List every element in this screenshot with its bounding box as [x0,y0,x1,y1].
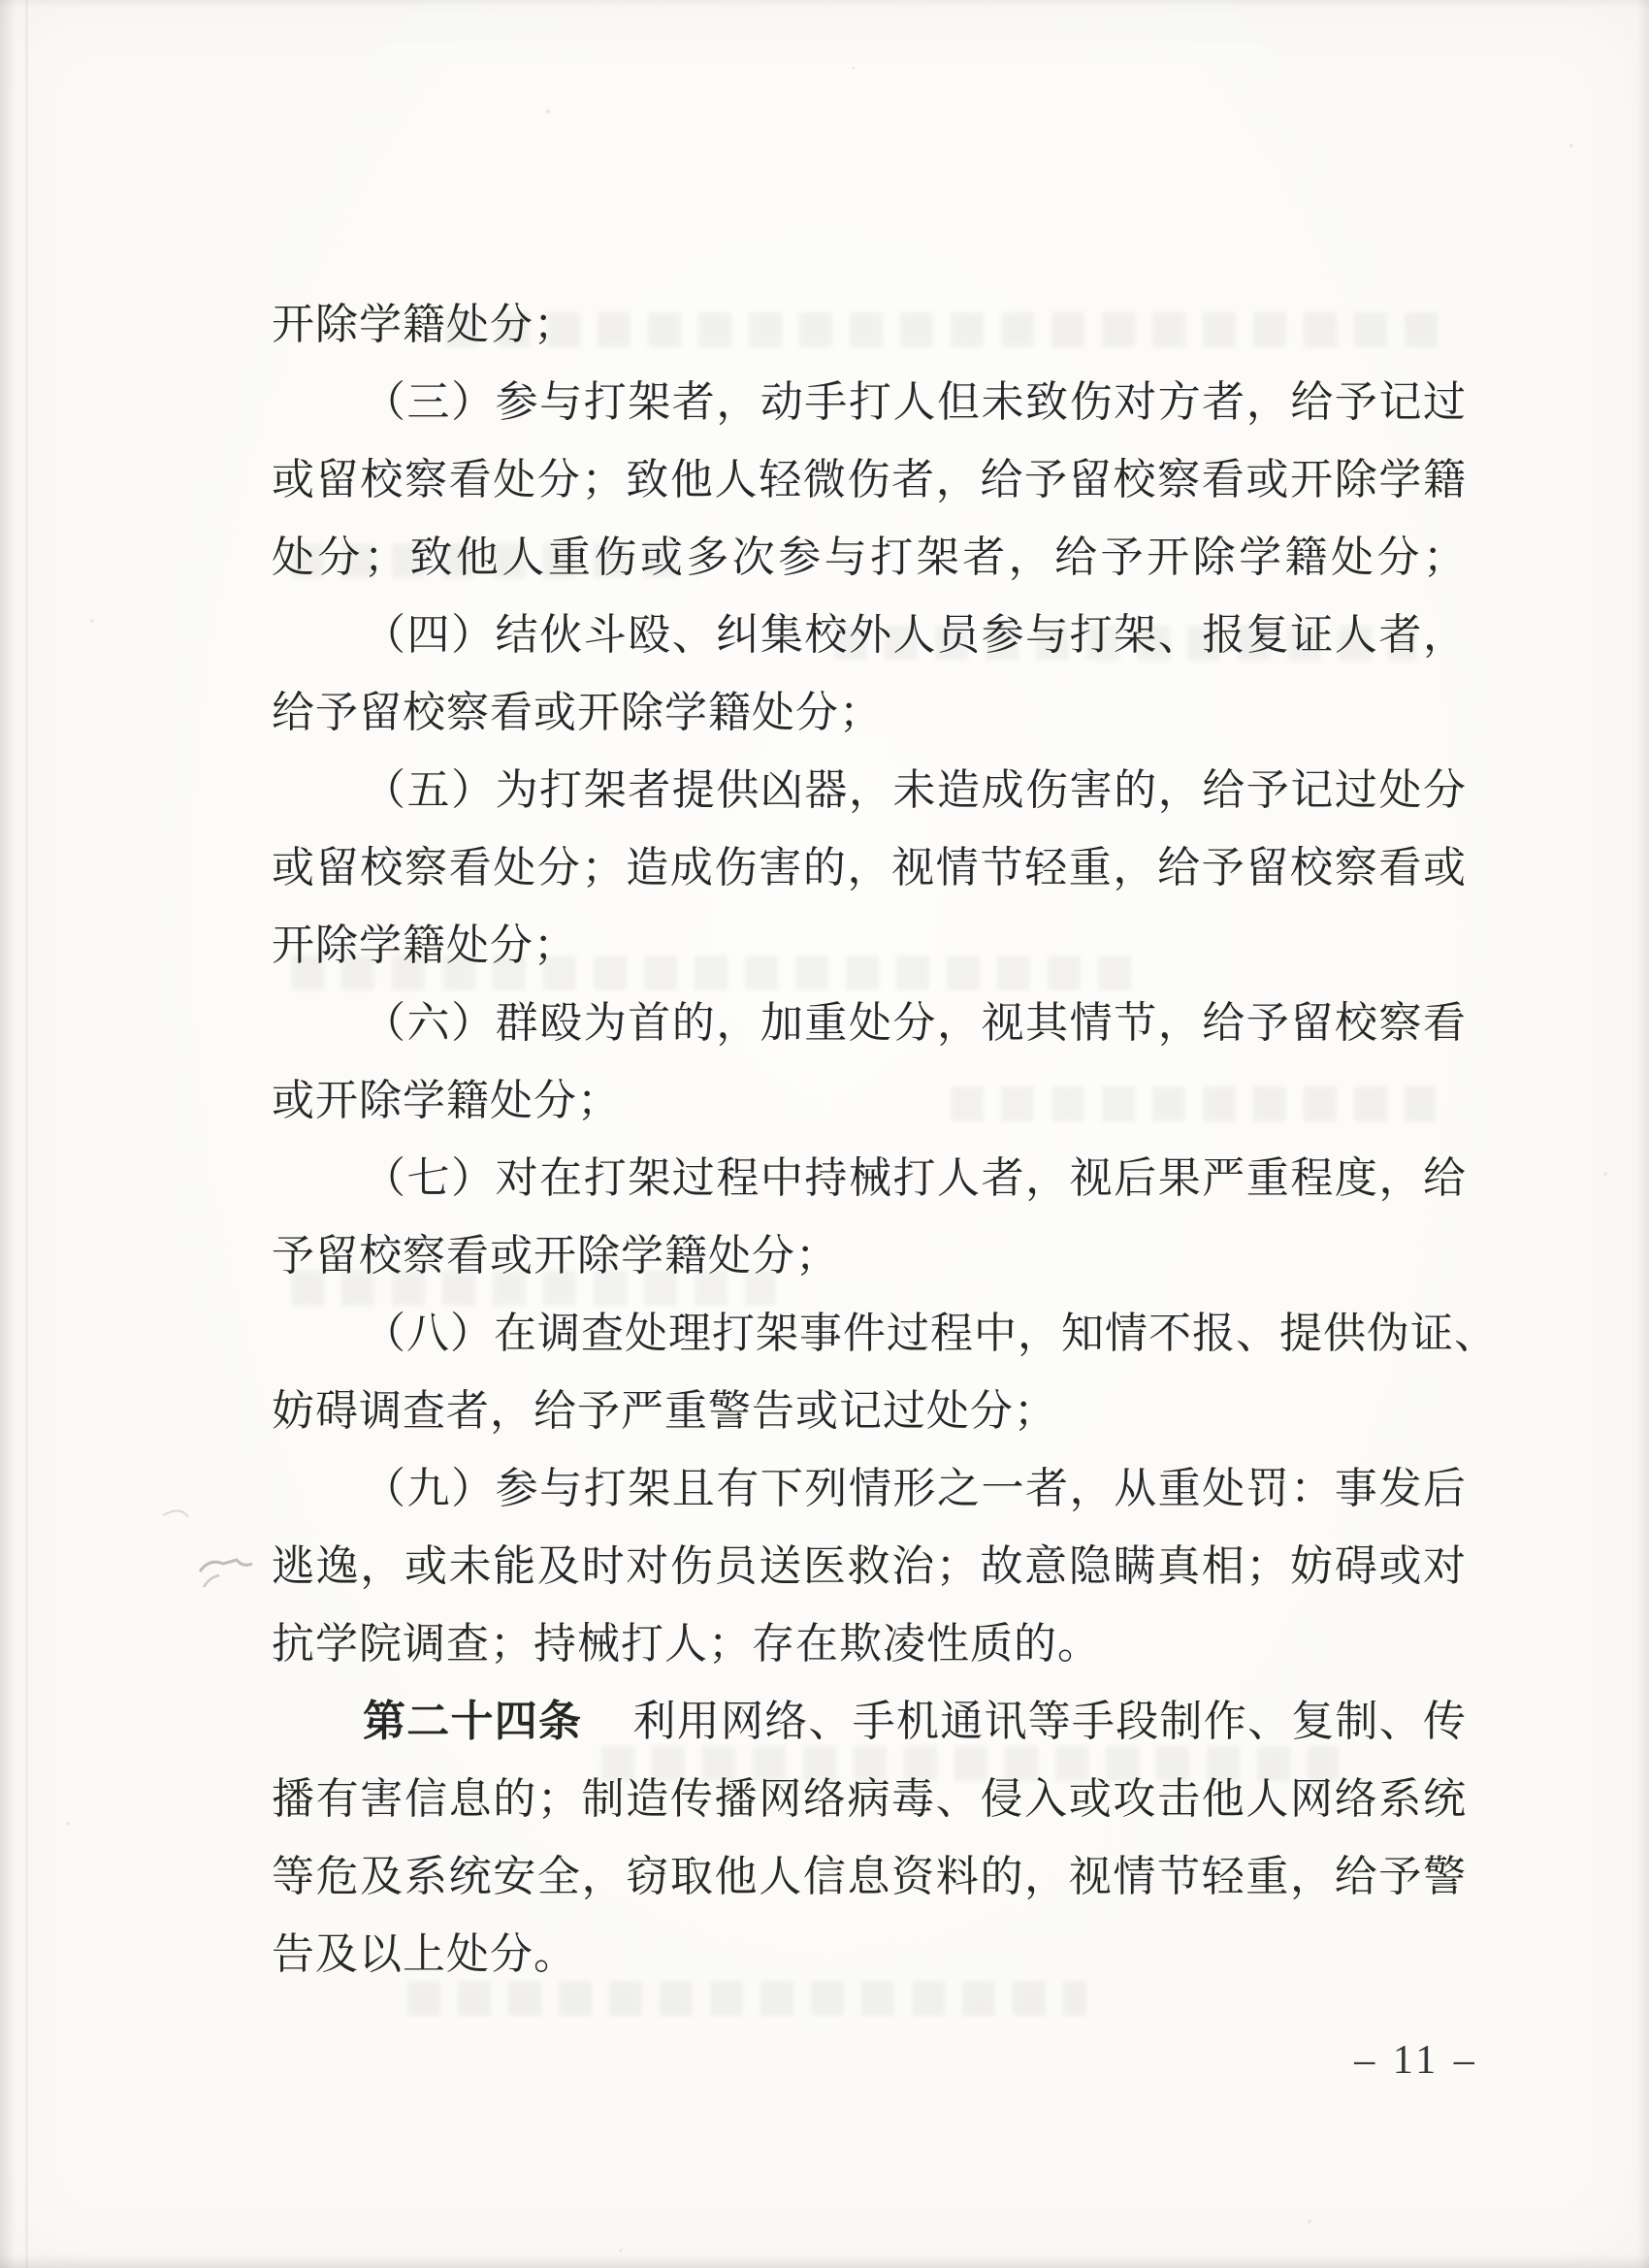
text-line-article-24 [272,1683,1467,1761]
text-line: 逃逸，或未能及时对伤员送医救治；故意隐瞒真相；妨碍或对 [272,1542,1467,1590]
text-line: 播有害信息的；制造传播网络病毒、侵入或攻击他人网络系统 [272,1775,1467,1823]
text-line: （七）对在打架过程中持械打人者，视后果严重程度，给 [363,1154,1467,1202]
text-line: （五）为打架者提供凶器，未造成伤害的，给予记过处分 [363,766,1467,814]
text-line: 或留校察看处分；造成伤害的，视情节轻重，给予留校察看或 [272,844,1467,891]
text-line: 予留校察看或开除学籍处分； [272,1232,839,1280]
text-line: 告及以上处分。 [272,1930,577,1978]
text-line: （三）参与打架者，动手打人但未致伤对方者，给予记过 [363,378,1467,426]
document-body-text [272,286,1498,1993]
scan-edge-shadow-right [1637,0,1649,2268]
article-text: 利用网络、手机通讯等手段制作、复制、传 [632,1698,1467,1745]
page-number: – 11 – [1354,2038,1478,2083]
scan-edge-shadow-top [0,0,1649,8]
scan-streak-artifact [25,0,28,2268]
text-line: 或留校察看处分；致他人轻微伤者，给予留校察看或开除学籍 [272,456,1467,503]
article-number-label: 第二十四条 [363,1698,583,1745]
text-line: 抗学院调查；持械打人；存在欺凌性质的。 [272,1620,1101,1668]
text-line: 等危及系统安全，窃取他人信息资料的，视情节轻重，给予警 [272,1853,1467,1900]
text-line: （九）参与打架且有下列情形之一者，从重处罚：事发后 [363,1465,1467,1512]
text-line: （六）群殴为首的，加重处分，视其情节，给予留校察看 [363,999,1467,1047]
text-line: 妨碍调查者，给予严重警告或记过处分； [272,1387,1057,1435]
scan-edge-shadow-left [0,0,16,2268]
text-line: 或开除学籍处分； [272,1077,621,1124]
text-line: 开除学籍处分； [272,301,577,348]
text-line: 处分；致他人重伤或多次参与打架者，给予开除学籍处分； [272,534,1467,581]
text-line: （四）结伙斗殴、纠集校外人员参与打架、报复证人者， [363,611,1467,659]
text-line: （八）在调查处理打架事件过程中，知情不报、提供伪证、 [363,1310,1498,1357]
pencil-scribble [146,1502,262,1618]
text-line: 给予留校察看或开除学籍处分； [272,689,883,736]
text-line: 开除学籍处分； [272,922,577,969]
scan-edge-shadow-bottom [0,2254,1649,2268]
